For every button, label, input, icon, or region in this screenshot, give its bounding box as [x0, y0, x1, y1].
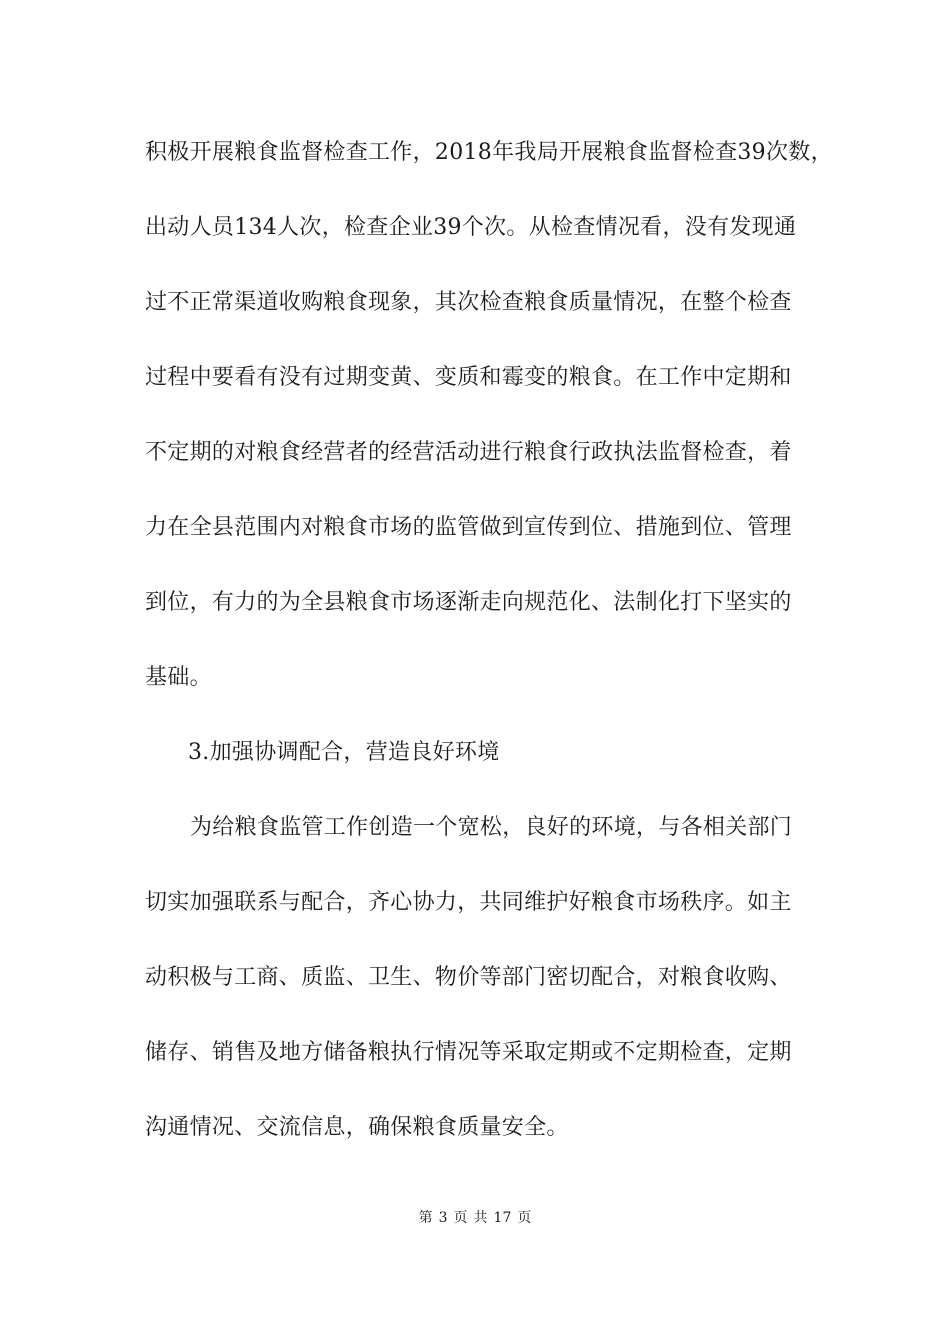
text-line: 力在全县范围内对粮食市场的监管做到宣传到位、措施到位、管理	[145, 515, 792, 540]
text-line: 动积极与工商、质监、卫生、物价等部门密切配合，对粮食收购、	[145, 965, 792, 990]
text-line: 出动人员134人次，检查企业39个次。从检查情况看，没有发现通	[145, 215, 797, 240]
footer-total-pages: 17	[493, 1210, 512, 1226]
text-line: 储存、销售及地方储备粮执行情况等采取定期或不定期检查，定期	[145, 1040, 792, 1065]
footer-page-number: 3	[438, 1210, 448, 1226]
text-line: 过程中要看有没有过期变黄、变质和霉变的粮食。在工作中定期和	[145, 365, 792, 390]
section-heading: 3.加强协调配合，营造良好环境	[188, 740, 500, 765]
text-line: 沟通情况、交流信息，确保粮食质量安全。	[145, 1115, 569, 1140]
page-footer	[0, 1208, 950, 1228]
footer-total-prefix: 共	[473, 1210, 488, 1226]
text-line: 到位，有力的为全县粮食市场逐渐走向规范化、法制化打下坚实的	[145, 590, 792, 615]
text-line: 基础。	[145, 665, 212, 690]
text-line: 过不正常渠道收购粮食现象，其次检查粮食质量情况，在整个检查	[145, 290, 792, 315]
text-line: 切实加强联系与配合，齐心协力，共同维护好粮食市场秩序。如主	[145, 890, 792, 915]
text-line: 为给粮食监管工作创造一个宽松，良好的环境，与各相关部门	[190, 815, 793, 840]
text-line: 积极开展粮食监督检查工作，2018年我局开展粮食监督检查39次数，	[145, 140, 833, 165]
text-line: 不定期的对粮食经营者的经营活动进行粮食行政执法监督检查，着	[145, 440, 792, 465]
footer-total-unit: 页	[517, 1210, 532, 1226]
footer-prefix: 第	[418, 1210, 433, 1226]
footer-page-unit: 页	[453, 1210, 468, 1226]
